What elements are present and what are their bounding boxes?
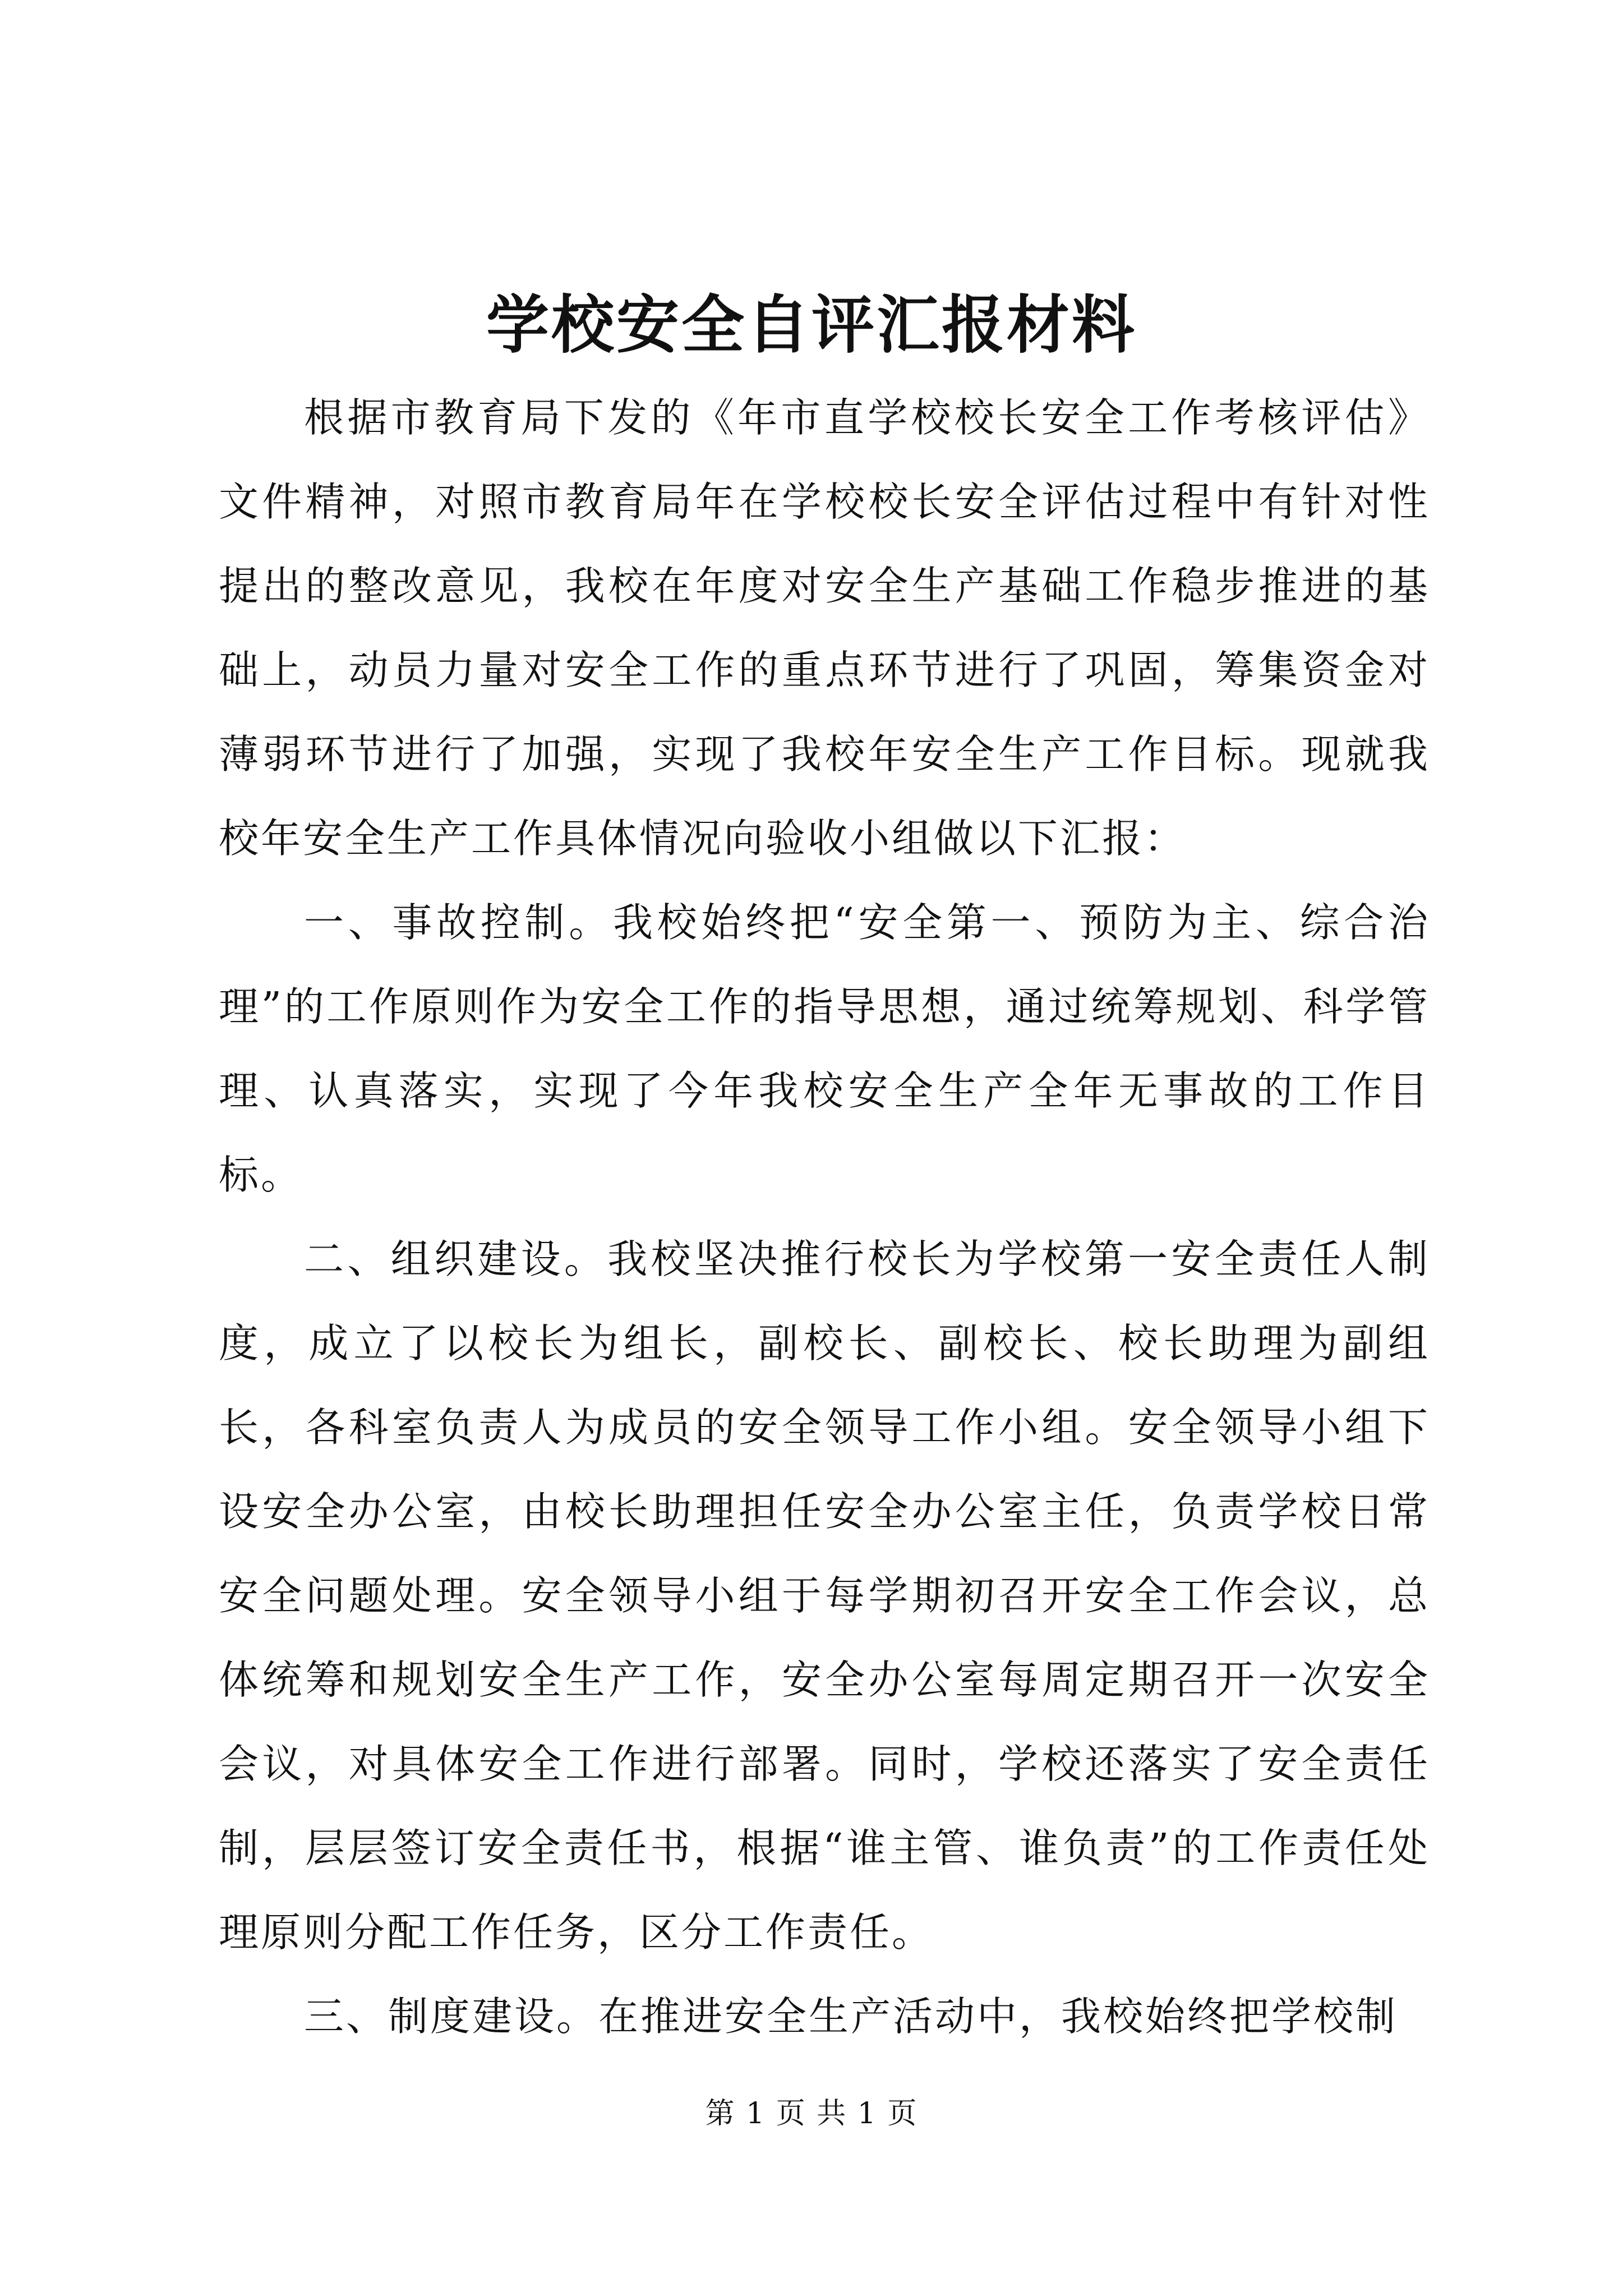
page-footer: 第 1 页 共 1 页 [705,2097,918,2131]
document-body [219,376,1430,2059]
paragraph-system-building: 三、制度建设。在推进安全生产活动中，我校始终把学校制 [304,1993,1398,2040]
paragraph-intro: 根据市教育局下发的《年市直学校校长安全工作考核评估》文件精神，对照市教育局年在学校校长安全评估过程中有针对性提出的整改意见，我校在年度对安全生产基础工作稳步推进的基础上，动员力量对安全工作的重点环节进行了巩固，筹集资金对薄弱环节进行了加强，实现了我校年安全生产工作目标。现就我校年安全生产工作具体情况向验收小组做以下汇报： [219,394,1430,862]
paragraph-organization: 二、组织建设。我校坚决推行校长为学校第一安全责任人制度，成立了以校长为组长，副校长、副校长、校长助理为副组长，各科室负责人为成员的安全领导工作小组。安全领导小组下设安全办公室，由校长助理担任安全办公室主任，负责学校日常安全问题处理。安全领导小组于每学期初召开安全工作会议，总体统筹和规划安全生产工作，安全办公室每周定期召开一次安全会议，对具体安全工作进行部署。同时，学校还落实了安全责任制，层层签订安全责任书，根据“谁主管、谁负责”的工作责任处理原则分配工作任务，区分工作责任。 [219,1236,1430,1955]
document-title: 学校安全自评汇报材料 [486,288,1137,362]
paragraph-accident-control: 一、事故控制。我校始终把“安全第一、预防为主、综合治理”的工作原则作为安全工作的指导思想，通过统筹规划、科学管理、认真落实，实现了今年我校安全生产全年无事故的工作目标。 [219,899,1430,1198]
